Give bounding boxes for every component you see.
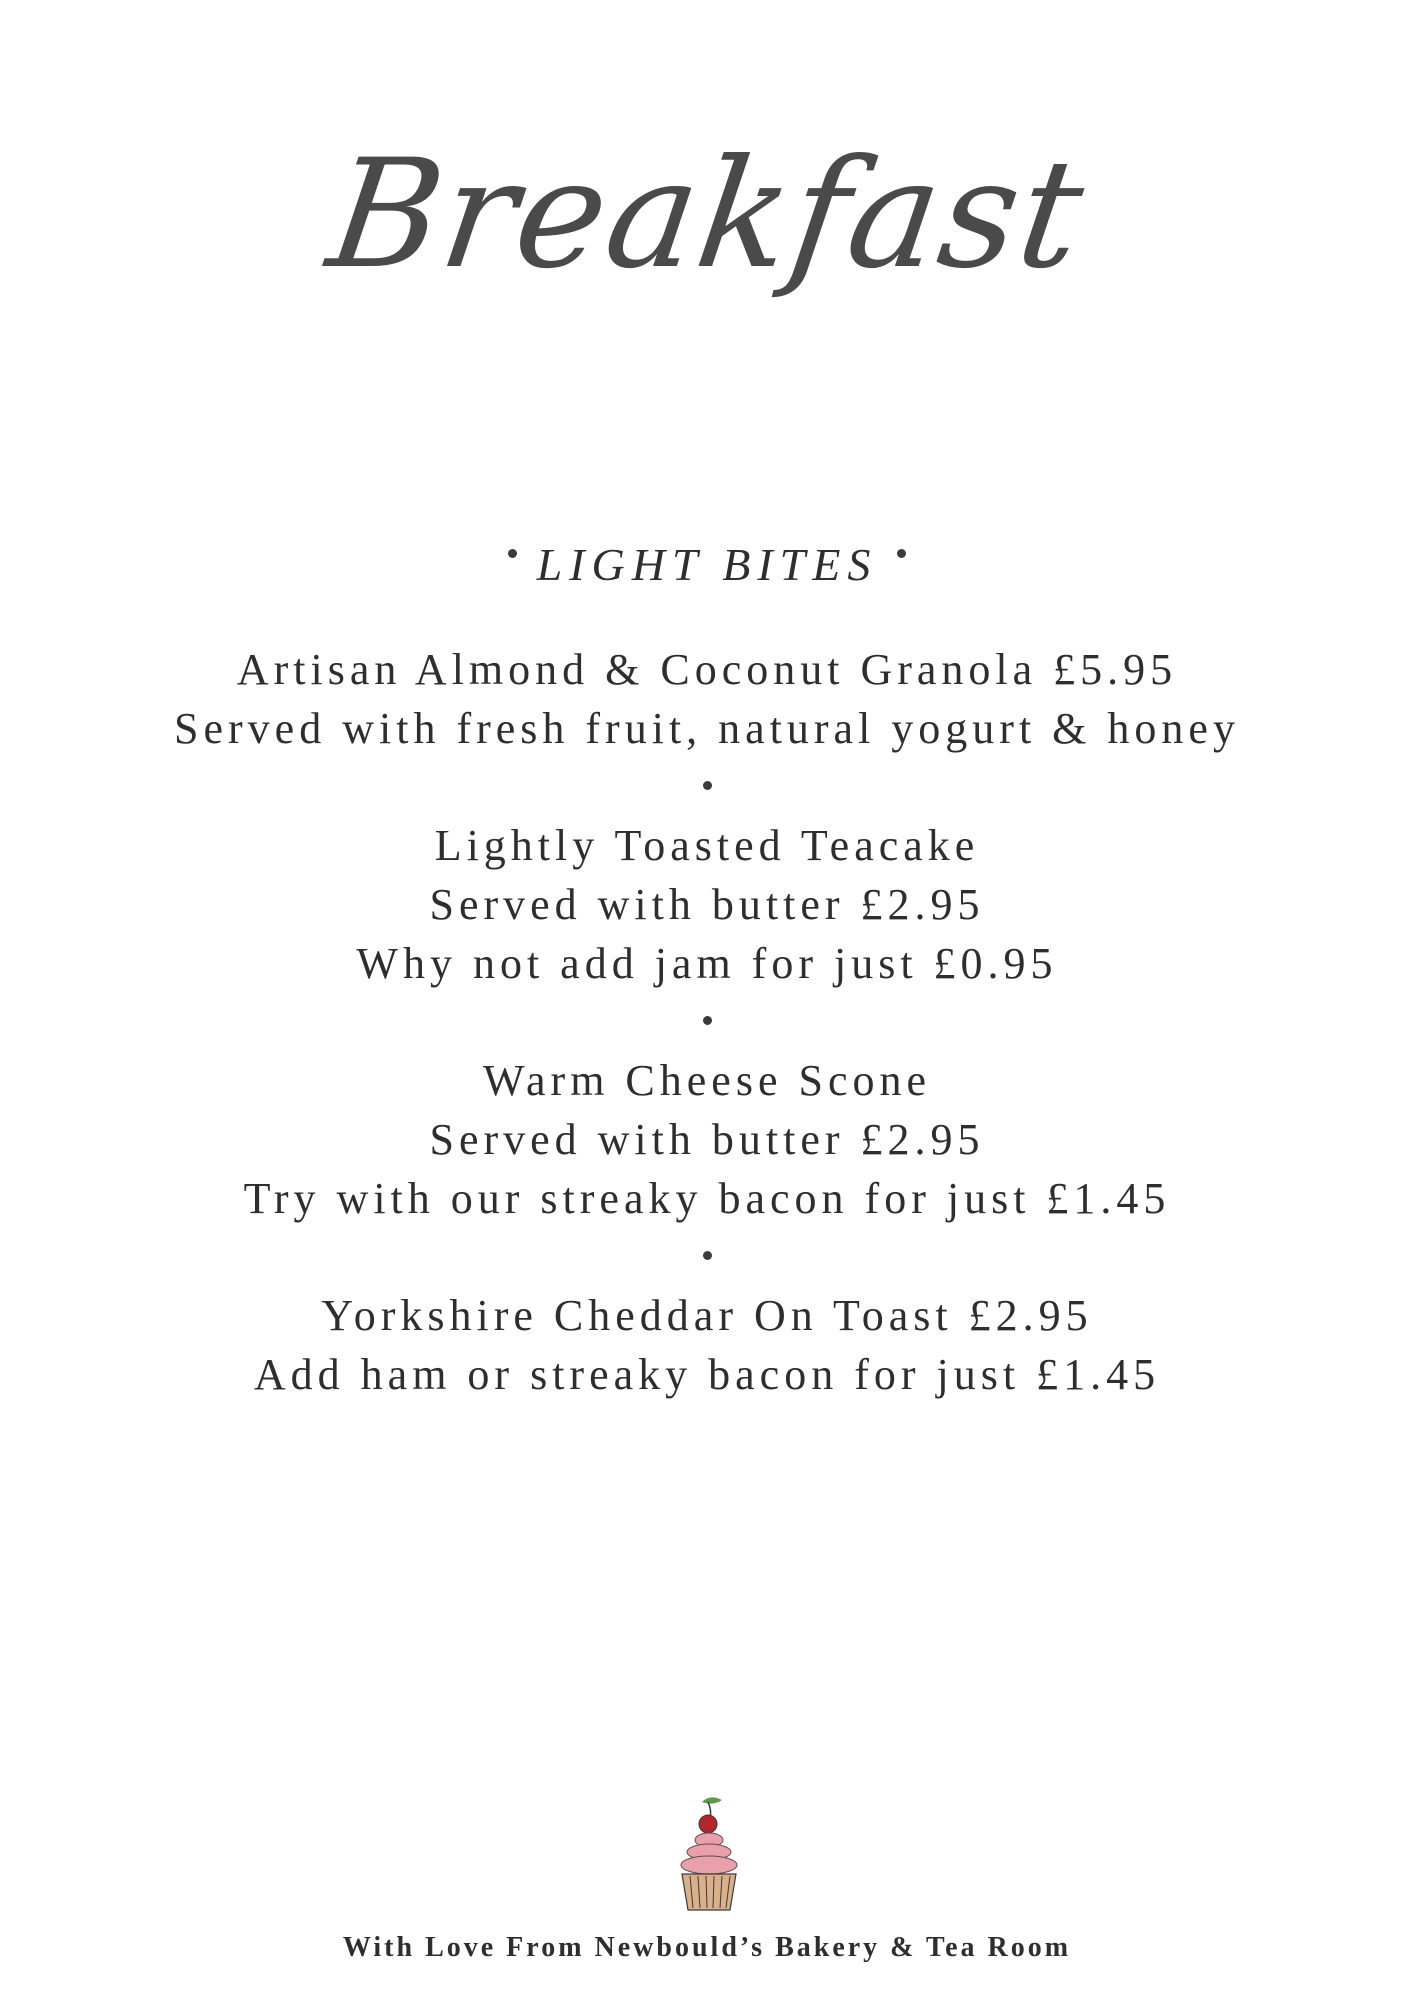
item-name: Yorkshire Cheddar On Toast £2.95 xyxy=(321,1291,1093,1340)
item-extra: Why not add jam for just £0.95 xyxy=(356,939,1058,988)
item-extra: Try with our streaky bacon for just £1.45 xyxy=(243,1174,1171,1223)
bullet-separator xyxy=(0,1228,1414,1286)
cupcake-icon xyxy=(672,1792,746,1914)
item-name: Artisan Almond & Coconut Granola £5.95 xyxy=(236,645,1178,694)
footer-text: With Love From Newbould’s Bakery & Tea Room xyxy=(342,1932,1072,1963)
bullet-dot-left xyxy=(508,549,517,558)
item-description: Served with butter £2.95 xyxy=(429,880,985,929)
item-description: Served with butter £2.95 xyxy=(429,1115,985,1164)
page-title: Breakfast xyxy=(319,128,1095,302)
item-extra: Add ham or streaky bacon for just £1.45 xyxy=(253,1350,1161,1399)
bullet-separator xyxy=(0,758,1414,816)
menu-item-scone xyxy=(0,1051,1414,1228)
menu-item-granola xyxy=(0,640,1414,758)
leaf-shape xyxy=(702,1797,722,1803)
section-heading xyxy=(0,538,1414,591)
section-heading-label: LIGHT BITES xyxy=(536,539,878,590)
item-name: Warm Cheese Scone xyxy=(483,1056,931,1105)
menu-item-teacake xyxy=(0,816,1414,993)
bullet-dot-right xyxy=(897,549,906,558)
bullet-separator xyxy=(0,993,1414,1051)
item-name: Lightly Toasted Teacake xyxy=(434,821,980,870)
item-description: Served with fresh fruit, natural yogurt & honey xyxy=(174,704,1240,753)
menu-items xyxy=(0,640,1414,1404)
frosting-bottom xyxy=(681,1856,737,1874)
cherry-shape xyxy=(699,1815,717,1833)
menu-item-cheddar-toast xyxy=(0,1286,1414,1404)
